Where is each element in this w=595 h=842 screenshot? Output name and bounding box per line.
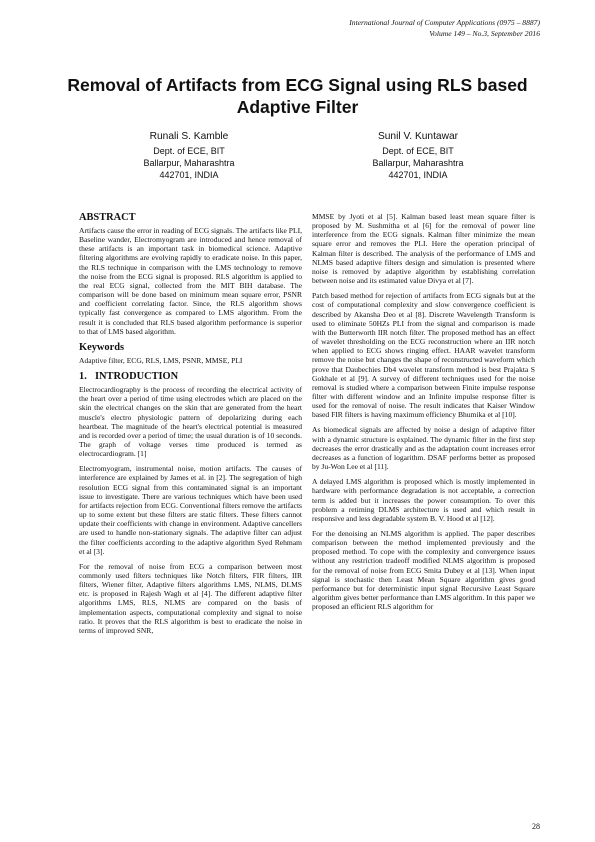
intro-heading [79,371,302,383]
right-column [312,212,535,617]
page-number: 28 [532,822,540,831]
paragraph: A delayed LMS algorithm is proposed which is mostly implemented in hardware with performance degradation is not acceptable, a correction term is added but it increases the power consumption. To over this problem a retiming DLMS architecture is used and which result in responsive and less degradable system B. V. Hood et al [12]. [312,477,535,523]
section-title: INTRODUCTION [95,371,179,383]
paragraph: Electrocardiography is the process of recording the electrical activity of the heart over a period of time using electrodes which are placed on the skin the electrical changes on the skin that are generated from the heart muscle's electro physiologic pattern of depolarizing during each heartbeat. The magnitude of the heart's electrical potential is measured and is recorded over a period of time; the usual duration is of 10 seconds. The graph of voltage verses time produced is termed as electrocardiogram. [1] [79,385,302,459]
left-column [79,212,302,636]
paragraph: For the removal of noise from ECG a comparison between most commonly used filters techniques like Notch filters, FIR filters, IIR filters, Wiener filter, Adaptive filters algorithms LMS, NLMS, DLMS etc. is proposed in Rajesh Wagh et al [4]. The different adaptive filter algorithms LMS, RLS, NLMS are compared on the basis of implementation aspects, computational complexity and signal to noise ratio. It proves that the RLS algorithm is best to eradicate the noise in terms of improved SNR, [79,561,302,635]
author-name: Runali S. Kamble [149,131,229,142]
paragraph: Electromyogram, instrumental noise, motion artifacts. The causes of interference are explained by James et al. in [2]. The segregation of high resolution ECG signal from this contaminated signal is an important issue to investigate. There are various techniques which have been used for artifacts rejection from ECG. Conventional filters remove the artifacts up to some extent but these filters are static filters. These filters cannot update their coefficients with change in environment. Adaptive cancellers are used to handle non-stationary signals. The adaptive filter can adjust the filter coefficients according to the adaptive algorithm Syed Rehmam et al [3]. [79,464,302,556]
author-place: Ballarpur, Maharashtra [143,158,235,168]
journal-header [349,17,540,39]
keywords-text: Adaptive filter, ECG, RLS, LMS, PSNR, MMSE, PLI [79,355,243,365]
author-dept: Dept. of ECE, BIT [382,146,454,156]
author-place: Ballarpur, Maharashtra [372,158,464,168]
section-number: 1. [79,371,87,383]
paragraph: As biomedical signals are affected by noise a design of adaptive filter with a dynamic structure is explained. The dynamic filter in the first step decreases the error drastically and as the adaptation count increases error decreases as a function of logarithm. DSAF performs better as proposed by Ju-Won Lee et al [11]. [312,425,535,472]
author-pin: 442701, INDIA [159,170,219,180]
author-block-2 [333,131,503,181]
paragraph: For the denoising an NLMS algorithm is applied. The paper describes comparison between the method implemented previously and the proposed method. To cope with the complexity and convergence issues without any restriction tradeoff modified NLMS algorithm is proposed for the removal of noise from ECG Smita Dubey et al [13]. When input signal is stochastic then Least Mean Square algorithm gives good performance but for deterministic input signal Recursive Least Square algorithm gives better performance than LMS algorithm. In this paper we proposed an efficient RLS algorithm for [312,529,535,612]
keywords-heading: Keywords [79,341,125,353]
abstract-text: Artifacts cause the error in reading of ECG signals. The artifacts like PLI, Baseline wander, Electromyogram are introduced and hence removal of these artifacts is an important task in biomedical science. Adaptive filtering algorithms are evolving rapidly to eradicate noise. In this paper, the RLS technique in comparison with the LMS technology to remove the noise from the ECG signal is proposed. RLS algorithm is applied to the real ECG signal, collected from the MIT BIH database. The comparison will be done based on minimum mean square error, PSNR and coefficient correlating factor. Since, the RLS algorithm shows typically fast convergence as compared to LMS algorithm. From the result it is concluded that RLS based algorithm performance is superior to that of LMS based algorithm. [79,226,302,336]
author-pin: 442701, INDIA [388,170,448,180]
abstract-heading: ABSTRACT [79,212,136,223]
author-block-1 [104,131,274,181]
paper-title: Removal of Artifacts from ECG Signal using RLS based Adaptive Filter [67,75,528,117]
journal-name: International Journal of Computer Applications (0975 – 8887) [349,18,540,27]
paragraph: MMSE by Jyoti et al [5]. Kalman based least mean square filter is proposed by M. Sushmitha et al [6] for the removal of power line interference from the ECG signals. Kalman filter minimize the mean square error and removes the PLI. Here the operation principal of Kalman filter is described. The analysis of the performance of LMS and NLMS based adaptive filters design and simulation is presented where noise is removed by adaptive algorithm by establishing correlation between noise and its estimated value Divya et al [7]. [312,212,535,286]
paragraph: Patch based method for rejection of artifacts from ECG signals but at the cost of computational complexity and slow convergence coefficient is described by Akansha Deo et al [8]. Discrete Wavelength Transform is used to eliminate 50HZs PLI from the signal and comparison is made with the Butterworth IIR notch filter. The proposed method has an effect of wavelet thresholding on the ECG reconstruction where an IIR notch when applied to ECG shows ringing effect. HAAR wavelet transform remove the noise but changes the shape of reconstructed waveform which prove that Daubechies Db4 wavelet transform method is best Prajakta S Gokhale et al [9]. A survey of different techniques used for the noise removal is studied where a comparison between Finite impulse response filter with different window and an Infinite impulse response filter is used for the removal of noise. The result indicates that Kaiser Window based FIR filters is having maximum efficiency Bhumika et al [10]. [312,291,535,420]
author-name: Sunil V. Kuntawar [377,131,459,142]
author-dept: Dept. of ECE, BIT [153,146,225,156]
journal-volume: Volume 149 – No.3, September 2016 [429,29,540,38]
